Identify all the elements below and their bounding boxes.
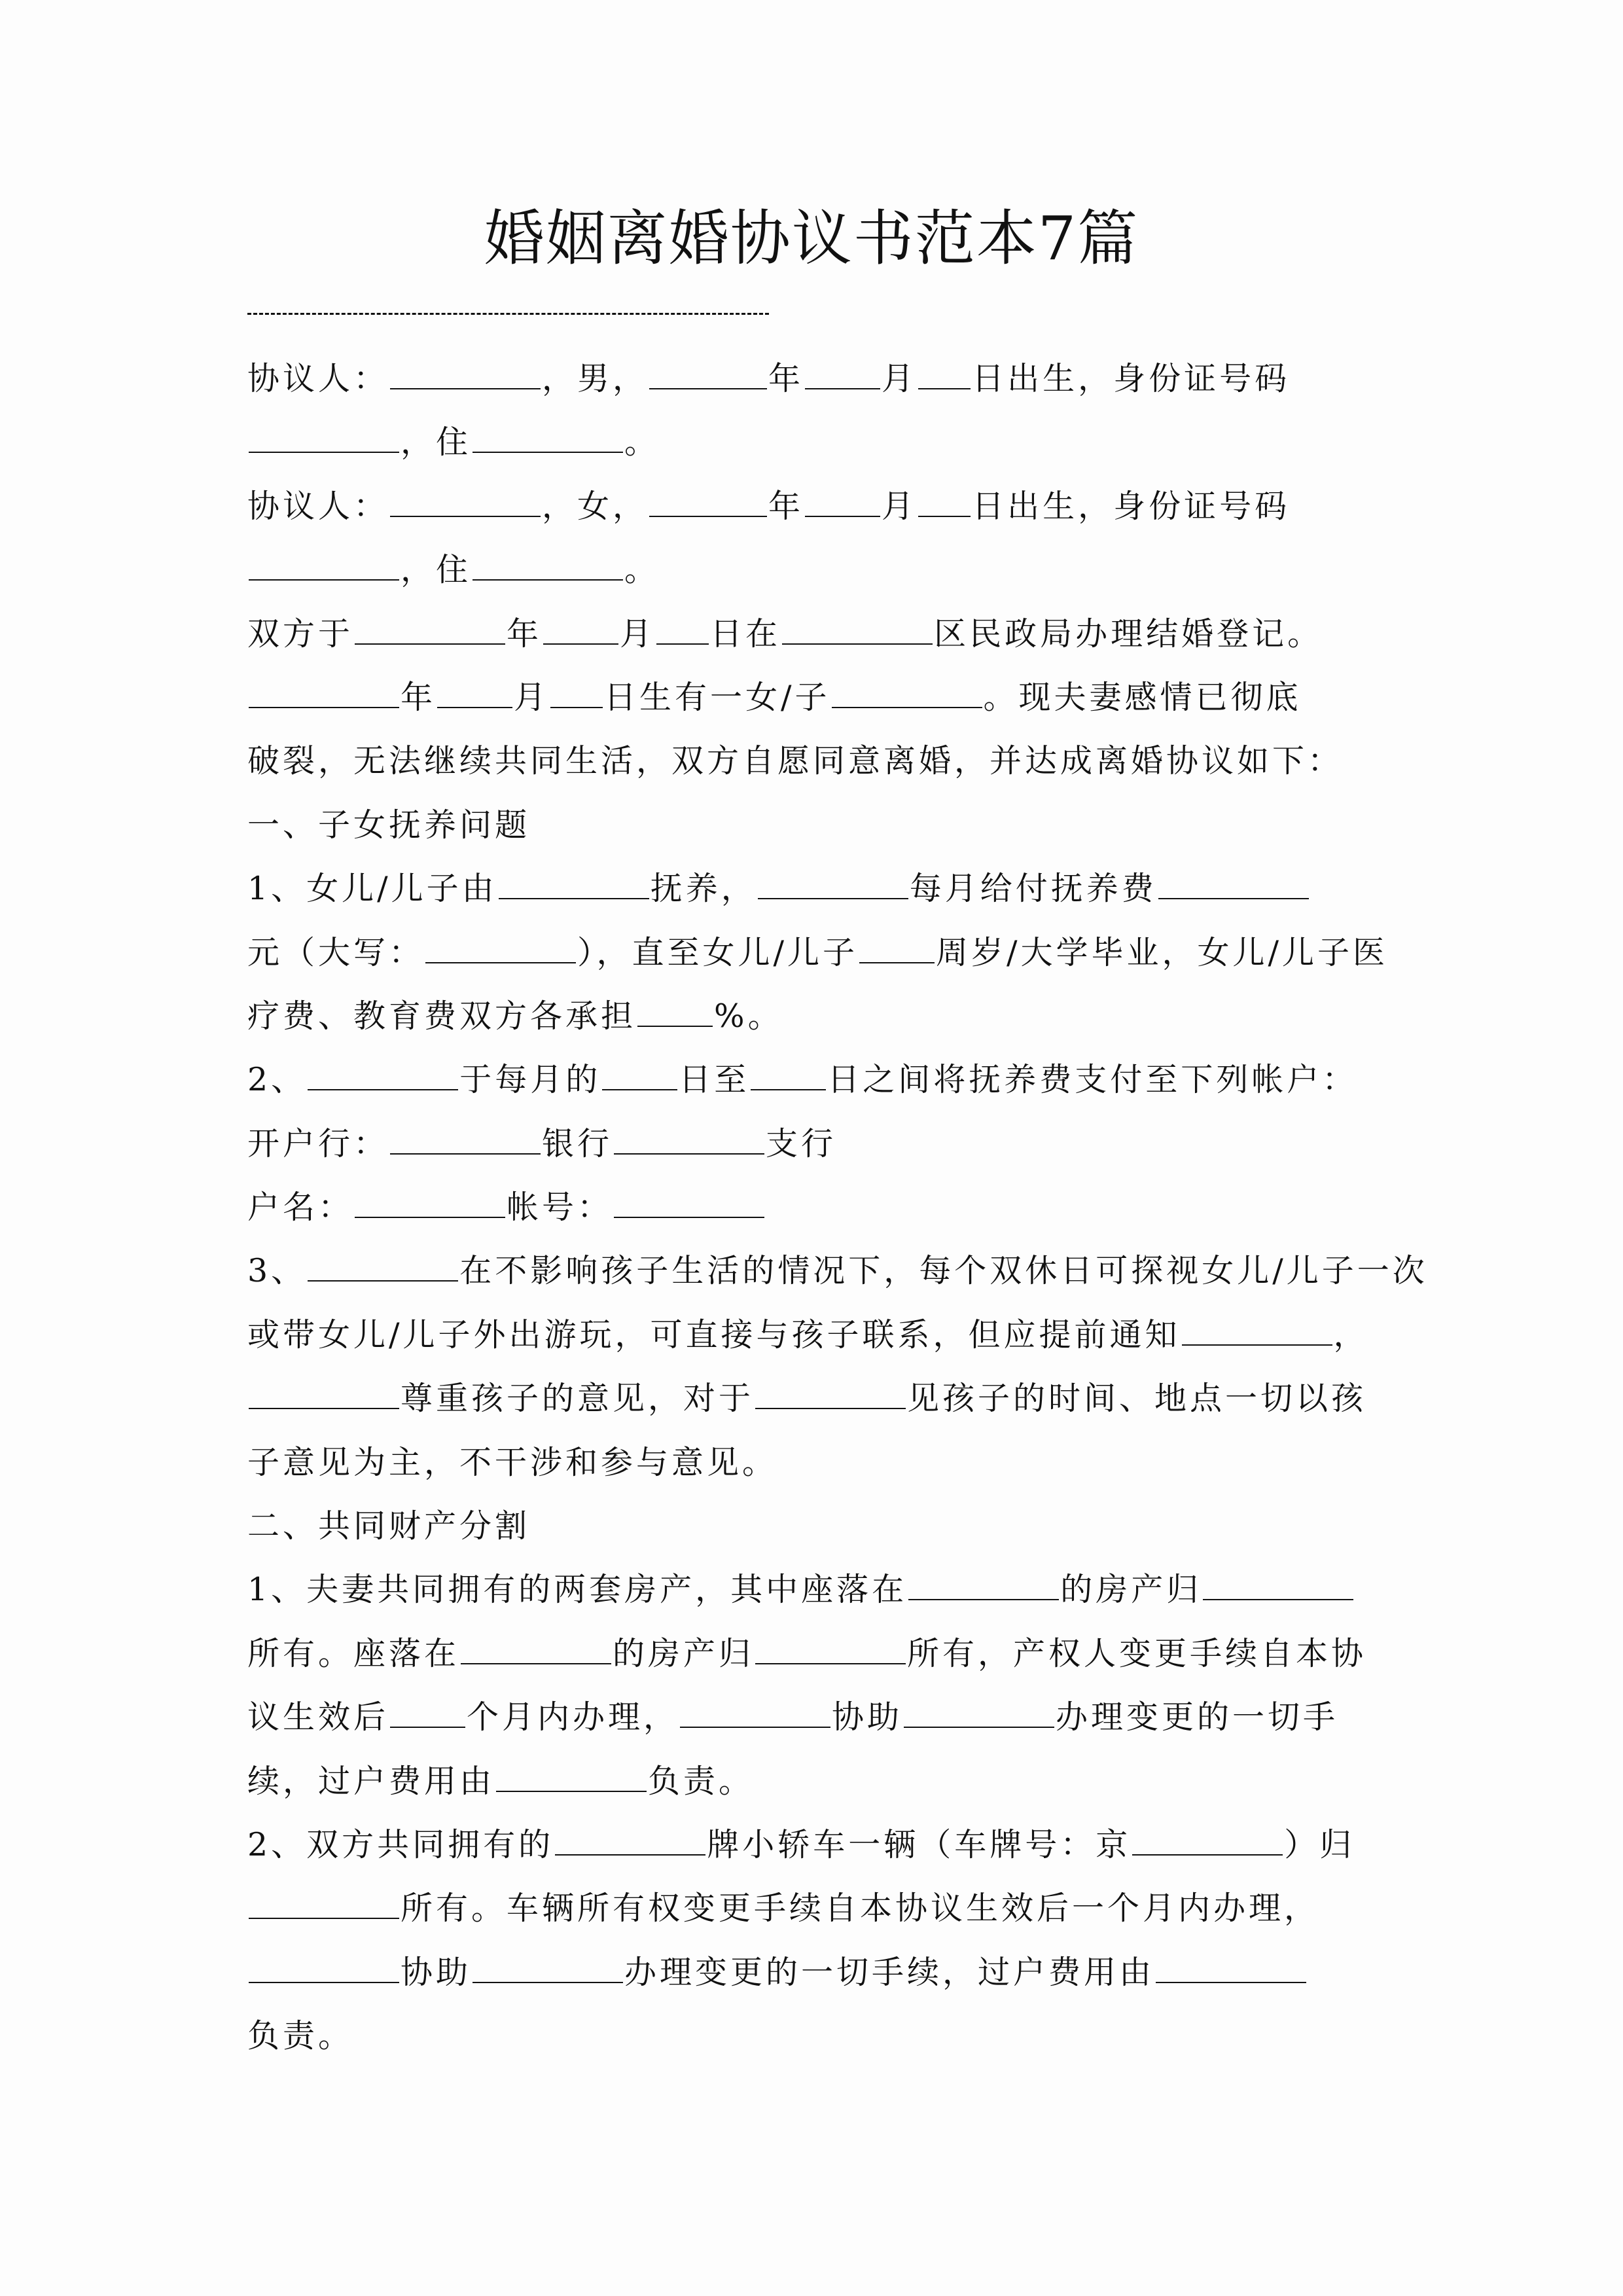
text-segment: 子意见为主，不干涉和参与意见。 (247, 1443, 778, 1481)
custody-clause-line (247, 857, 1380, 920)
agreement-body (247, 347, 1428, 2068)
child-name-blank[interactable] (832, 706, 982, 708)
party-male-line (247, 347, 1380, 410)
account-line (247, 1175, 1380, 1239)
text-segment: 月 (620, 615, 656, 653)
fee-payer-blank[interactable] (496, 1790, 647, 1792)
name-blank[interactable] (390, 515, 541, 517)
text-segment: 于每月的 (459, 1061, 601, 1099)
child-birth-line (247, 666, 1380, 729)
address-blank[interactable] (473, 451, 623, 453)
owner-blank[interactable] (1203, 1598, 1353, 1600)
visitor-blank[interactable] (308, 1280, 458, 1282)
text-segment: 日出生，身份证号码 (972, 360, 1291, 397)
notify-party-blank[interactable] (1182, 1344, 1332, 1346)
vehicle-fee-end-line (247, 2004, 1380, 2068)
start-day-blank[interactable] (602, 1088, 677, 1090)
month-blank[interactable] (805, 387, 880, 389)
district-blank[interactable] (782, 643, 933, 645)
text-segment: ，住 (401, 423, 472, 461)
address-blank[interactable] (473, 579, 623, 581)
text-segment: 年 (768, 487, 804, 525)
text-segment: 的房产归 (1060, 1571, 1202, 1609)
account-number-blank[interactable] (614, 1216, 764, 1218)
amount-blank[interactable] (1158, 897, 1309, 899)
year-blank[interactable] (649, 387, 767, 389)
day-blank[interactable] (918, 515, 971, 517)
text-segment: 年 (401, 678, 437, 716)
text-segment: 所有，产权人变更手续自本协 (907, 1634, 1367, 1672)
plate-number-blank[interactable] (1132, 1854, 1283, 1856)
text-segment: 年 (507, 615, 543, 653)
text-segment: 个月内办理， (467, 1698, 679, 1736)
text-segment: %。 (714, 997, 783, 1035)
id-number-blank[interactable] (249, 579, 399, 581)
owner-blank[interactable] (755, 1662, 906, 1664)
text-segment: 。 (624, 551, 660, 589)
months-blank[interactable] (390, 1726, 465, 1728)
day-blank[interactable] (656, 643, 709, 645)
text-segment: ，住 (401, 551, 472, 589)
text-segment: 或带女儿/儿子外出游玩，可直接与孩子联系，但应提前通知 (247, 1316, 1181, 1354)
year-blank[interactable] (355, 643, 505, 645)
text-segment: 协议人： (247, 487, 389, 525)
text-segment: 2、 (247, 1061, 307, 1099)
text-segment: 尊重孩子的意见，对于 (401, 1380, 755, 1418)
expense-share-line (247, 984, 1380, 1048)
text-segment: 年 (768, 360, 804, 397)
month-blank[interactable] (437, 706, 512, 708)
text-segment: 每月给付抚养费 (909, 870, 1157, 908)
text-segment: 所有。车辆所有权变更手续自本协议生效后一个月内办理， (401, 1890, 1320, 1928)
text-segment: 议生效后 (247, 1698, 389, 1736)
party-female-line (247, 475, 1380, 538)
text-segment: 周岁/大学毕业，女儿/儿子医 (936, 933, 1389, 971)
text-segment: 3、 (247, 1252, 307, 1290)
text-segment: 办理变更的一切手 (1056, 1698, 1339, 1736)
text-segment: 。 (624, 423, 660, 461)
document-title: 婚姻离婚协议书范本7篇 (484, 204, 1139, 274)
text-segment: 办理变更的一切手续，过户费用由 (624, 1953, 1155, 1991)
custodian-blank[interactable] (499, 897, 649, 899)
text-segment: 元（大写： (247, 933, 425, 971)
title-dashed-rule (247, 313, 769, 315)
fee-payer-blank[interactable] (1156, 1981, 1306, 1983)
bank-blank[interactable] (390, 1153, 541, 1155)
visitation-respect-line (247, 1367, 1380, 1430)
text-segment: 协助 (832, 1698, 903, 1736)
text-segment: 日生有一女/子 (604, 678, 830, 716)
text-segment: 负责。 (648, 1762, 755, 1800)
text-segment: ），直至女儿/儿子 (577, 933, 859, 971)
assist-party-blank[interactable] (249, 1981, 399, 1983)
divorce-statement-line (247, 729, 1380, 793)
section-heading-property (247, 1494, 1380, 1558)
visitation-end-line (247, 1431, 1380, 1494)
text-segment: 。现夫妻感情已彻底 (983, 678, 1302, 716)
party-female-id-line (247, 538, 1380, 601)
text-segment: 牌小轿车一辆（车牌号：京 (707, 1825, 1132, 1863)
assist-party-blank[interactable] (680, 1726, 830, 1728)
text-segment: 协议人： (247, 360, 389, 397)
text-segment: 抚养， (650, 870, 757, 908)
amount-in-words-blank[interactable] (425, 961, 576, 963)
car-brand-blank[interactable] (555, 1854, 705, 1856)
transferee-blank[interactable] (473, 1981, 623, 1983)
text-segment: 续，过户费用由 (247, 1762, 495, 1800)
vehicle-transfer-line (247, 1941, 1380, 2004)
text-segment: 帐号： (507, 1189, 613, 1227)
vehicle-owner-line (247, 1876, 1380, 1940)
age-blank[interactable] (859, 961, 935, 963)
payment-schedule-line (247, 1048, 1380, 1111)
section-heading: 一、子女抚养问题 (247, 806, 531, 844)
section-heading-child-custody (247, 793, 1380, 857)
text-segment: 日在 (710, 615, 781, 653)
day-blank[interactable] (550, 706, 603, 708)
text-segment: 月 (882, 487, 918, 525)
location-blank[interactable] (908, 1598, 1059, 1600)
vehicle-clause-line (247, 1813, 1380, 1876)
text-segment: 双方于 (247, 615, 354, 653)
marriage-registration-line (247, 602, 1380, 666)
party-blank[interactable] (755, 1407, 906, 1409)
property-fee-line (247, 1749, 1380, 1813)
owner-blank[interactable] (249, 1917, 399, 1919)
text-segment: ，男， (542, 360, 649, 397)
text-segment: 户名： (247, 1189, 354, 1227)
visitation-line (247, 1239, 1428, 1302)
text-segment: 银行 (542, 1124, 613, 1162)
text-segment: 所有。座落在 (247, 1634, 460, 1672)
payer-blank[interactable] (758, 897, 908, 899)
text-segment: 日之间将抚养费支付至下列帐户： (827, 1061, 1358, 1099)
transferee-blank[interactable] (904, 1726, 1054, 1728)
text-segment: 日至 (679, 1061, 750, 1099)
month-blank[interactable] (805, 515, 880, 517)
text-segment: 见孩子的时间、地点一切以孩 (907, 1380, 1367, 1418)
property-clause-line (247, 1558, 1380, 1621)
text-segment: ， (1333, 1316, 1369, 1354)
text-segment: ，女， (542, 487, 649, 525)
month-blank[interactable] (543, 643, 618, 645)
text-segment: 在不影响孩子生活的情况下，每个双休日可探视女儿/儿子一次 (459, 1252, 1428, 1290)
text-segment: 月 (514, 678, 550, 716)
party-blank[interactable] (249, 1407, 399, 1409)
property-second-line (247, 1622, 1380, 1685)
year-blank[interactable] (649, 515, 767, 517)
text-segment: 疗费、教育费双方各承担 (247, 997, 637, 1035)
text-segment: ）归 (1284, 1825, 1355, 1863)
percent-blank[interactable] (637, 1025, 713, 1027)
property-transfer-line (247, 1685, 1380, 1749)
section-heading: 二、共同财产分割 (247, 1507, 531, 1545)
text-segment: 协助 (401, 1953, 472, 1991)
text-segment: 的房产归 (613, 1634, 755, 1672)
text-segment: 支行 (766, 1124, 837, 1162)
text-segment: 2、双方共同拥有的 (247, 1825, 554, 1863)
text-segment: 开户行： (247, 1124, 389, 1162)
branch-blank[interactable] (614, 1153, 764, 1155)
day-blank[interactable] (918, 387, 971, 389)
text-segment: 1、女儿/儿子由 (247, 870, 497, 908)
payer-blank[interactable] (308, 1088, 458, 1090)
id-number-blank[interactable] (249, 451, 399, 453)
account-name-blank[interactable] (355, 1216, 505, 1218)
end-day-blank[interactable] (751, 1088, 826, 1090)
text-segment: 破裂，无法继续共同生活，双方自愿同意离婚，并达成离婚协议如下： (247, 742, 1344, 780)
name-blank[interactable] (390, 387, 541, 389)
text-segment: 日出生，身份证号码 (972, 487, 1291, 525)
custody-amount-line (247, 921, 1389, 984)
bank-line (247, 1112, 1380, 1175)
text-segment: 月 (882, 360, 918, 397)
visitation-notice-line (247, 1303, 1380, 1367)
text-segment: 1、夫妻共同拥有的两套房产，其中座落在 (247, 1571, 908, 1609)
location-blank[interactable] (461, 1662, 611, 1664)
year-blank[interactable] (249, 706, 399, 708)
party-male-id-line (247, 410, 1380, 474)
text-segment: 区民政局办理结婚登记。 (934, 615, 1323, 653)
text-segment: 负责。 (247, 2017, 354, 2055)
